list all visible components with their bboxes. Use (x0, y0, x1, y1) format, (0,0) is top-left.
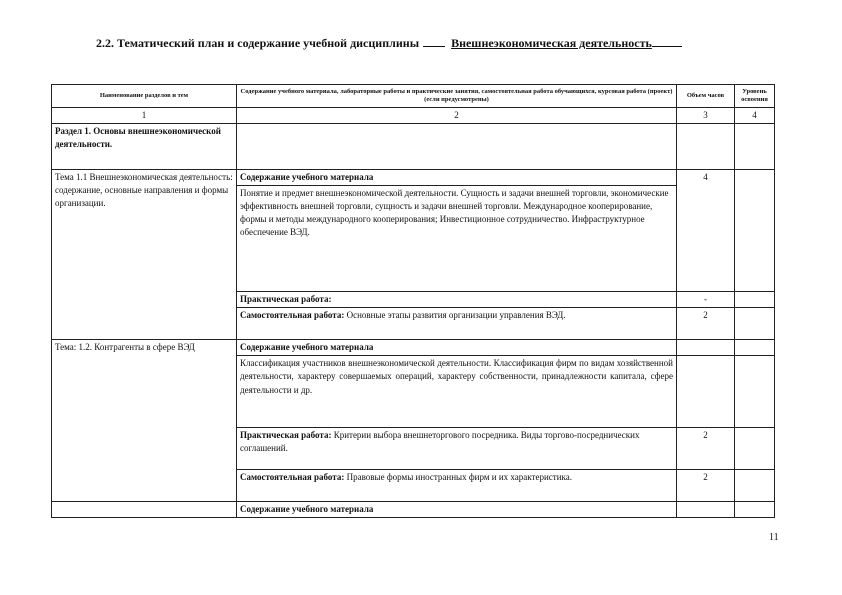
content-label: Содержание учебного материала (237, 502, 677, 518)
topic-1-practice-hours: - (677, 292, 735, 308)
column-number: 4 (735, 108, 775, 124)
practice-label: Практическая работа: (240, 430, 332, 441)
content-label: Содержание учебного материала (237, 170, 677, 186)
thematic-plan-table (51, 84, 775, 518)
title-underline-gap (423, 46, 445, 47)
topic-1-name: Тема 1.1 Внешнеэкономическая деятельность: содержание, основные направления и формы организации. (52, 170, 237, 340)
header-col-3: Объем часов (677, 85, 735, 108)
title-prefix: 2.2. Тематический план и содержание учебной дисциплины (96, 36, 420, 50)
page-number: 11 (769, 532, 779, 543)
column-number: 3 (677, 108, 735, 124)
column-number: 1 (52, 108, 237, 124)
title-subject: Внешнеэкономическая деятельность (451, 36, 652, 50)
section-row (52, 124, 775, 170)
section-1-name: Раздел 1. Основы внешнеэкономической деятельности. (52, 124, 237, 170)
header-row (52, 85, 775, 108)
self-work-label: Самостоятельная работа: (240, 472, 345, 483)
topic-2-content-text: Классификация участников внешнеэкономической деятельности. Классификация фирм по видам хозяйственной деятельности, характеру совершаемых операций, характеру собственности, принадлежности капитала, сфере деятельности и др. (237, 356, 677, 428)
last-row (52, 502, 775, 518)
document-title (96, 36, 776, 51)
topic-1-content-label-row (52, 170, 775, 186)
content-label: Содержание учебного материала (237, 340, 677, 356)
title-underline-tail (652, 46, 682, 47)
topic-2-name: Тема: 1.2. Контрагенты в сфере ВЭД (52, 340, 237, 502)
topic-2-content-label-row (52, 340, 775, 356)
column-number-row (52, 108, 775, 124)
topic-2-practice-hours: 2 (677, 428, 735, 470)
topic-1-content-hours: 4 (677, 170, 735, 292)
topic-1-self-text: Основные этапы развития организации управления ВЭД. (346, 310, 566, 321)
header-col-4: Уровень освоения (735, 85, 775, 108)
topic-2-self-text: Правовые формы иностранных фирм и их характеристика. (346, 472, 573, 483)
header-col-1: Наименование разделов и тем (52, 85, 237, 108)
topic-1-content-text: Понятие и предмет внешнеэкономической деятельности. Сущность и задачи внешней торговли, экономические эффективность внешней торговли, сущность и задачи внешней торговли. Международное кооперирование, формы и методы международного кооперирования; Инвестиционное сотрудничество. Инфраструктурное обеспечение ВЭД. (237, 186, 677, 292)
topic-2-practice-text: Критерии выбора внешнеторгового посредника. Виды торгово-посреднических соглашений. (240, 430, 640, 454)
topic-1-self-hours: 2 (677, 308, 735, 340)
topic-2-self-hours: 2 (677, 470, 735, 502)
practice-label: Практическая работа: (237, 292, 677, 308)
column-number: 2 (237, 108, 677, 124)
header-col-2: Содержание учебного материала, лабораторные работы и практические занятия, самостоятельная работа обучающихся, курсовая работа (проект) (если предусмотрены) (237, 85, 677, 108)
self-work-label: Самостоятельная работа: (240, 310, 345, 321)
